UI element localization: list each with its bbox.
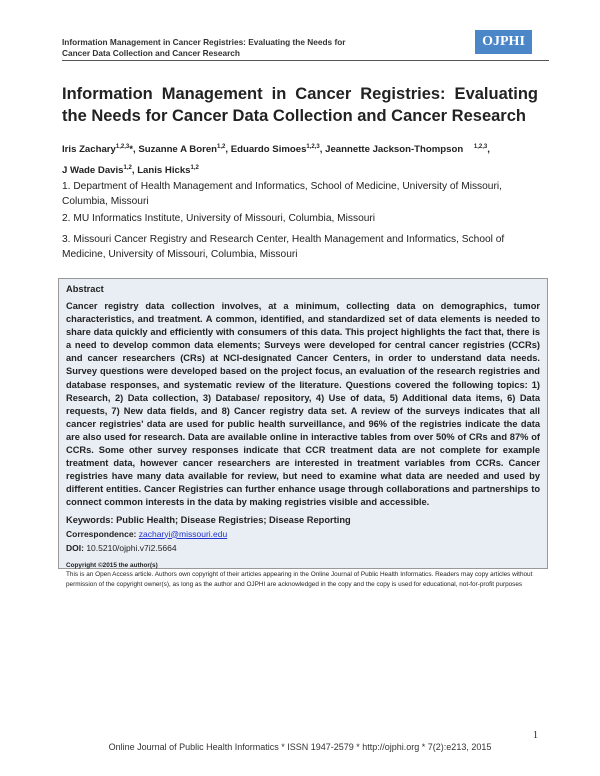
paper-title: Information Management in Cancer Registries: Evaluating the Needs for Cancer Data Collection and Cancer Research (62, 85, 538, 125)
doi: DOI: 10.5210/ojphi.v7i2.5664 (66, 542, 177, 553)
running-title-line-1: Information Management in Cancer Registries: Evaluating the Needs for (62, 37, 346, 47)
author: Lanis Hicks$^{1,2}$ (137, 165, 199, 177)
running-title-line-2: Cancer Data Collection and Cancer Research (62, 48, 240, 58)
abstract-box (58, 278, 548, 588)
author: Jeannette Jackson-Thompson $^{1,2,3}$ (325, 144, 488, 156)
keywords: Keywords: Public Health; Disease Registries; Disease Reporting (66, 514, 351, 525)
copyright-heading: Copyright ©2015 the author(s) (66, 561, 158, 569)
author: Iris Zachary$^{1,2,3}$* (62, 144, 133, 156)
copyright-text: This is an Open Access article. Authors own copyright of their articles appearing in the Online Journal of Public Health Informatics. Readers may copy articles without permission of the copyright owner(s), as long as the author and OJPHI are acknowledged in the copy and the copy is used for educational, not-for-profit purposes (66, 571, 533, 588)
correspondence-email-link[interactable]: zacharyi@missouri.edu (138, 528, 228, 539)
correspondence: Correspondence: zacharyi@missouri.edu (66, 528, 228, 539)
journal-logo: OJPHI (475, 30, 532, 54)
copyright-notice (66, 561, 540, 590)
affiliation-1: 1. Department of Health Management and Informatics, School of Medicine, University of Missouri, Columbia, Missouri (62, 181, 502, 207)
author: Eduardo Simoes$^{1,2,3}$ (230, 144, 320, 156)
author: J Wade Davis$^{1,2}$ (62, 165, 132, 177)
affiliation-3: 3. Missouri Cancer Registry and Research Center, Health Management and Informatics, School of Medicine, University of Missouri, Columbia, Missouri (62, 234, 505, 260)
author-list: Iris Zachary$^{1,2,3}$*, Suzanne A Boren$^{1,2}$, Eduardo Simoes$^{1,2,3}$, Jeannette Jackson-Thompson $^{1,2,3}$, J Wade Davis$^{1,2}$, Lanis Hicks$^{1,2}$ (62, 144, 490, 177)
page-number: 1 (533, 730, 538, 741)
header-divider (62, 60, 549, 61)
page-footer: Online Journal of Public Health Informatics * ISSN 1947-2579 * http://ojphi.org * 7(2):e213, 2015 (108, 742, 492, 752)
running-header (62, 37, 346, 59)
author: Suzanne A Boren$^{1,2}$ (138, 144, 226, 156)
affiliation-2: 2. MU Informatics Institute, University of Missouri, Columbia, Missouri (62, 213, 376, 224)
abstract-text: Cancer registry data collection involves, at a minimum, collecting data on demographics, tumor characteristics, and treatment. A common, identified, and standardized set of data elements is needed to share data quickly and efficiently with consumers of this data. This project highlights the fact that, there is a need to develop common data elements; Surveys were developed for central cancer registries (CCRs) and cancer researchers (CRs) at NCI-designated Cancer Centers, in order to understand data needs. Survey questions were developed based on the project focus, an evaluation of the research registries and database responses, and systematic review of the literature. Questions covered the following topics: 1) Research, 2) Data collection, 3) Database/ repository, 4) Use of data, 5) Additional data items, 6) Data requests, 7) New data fields, and 8) Cancer registry data set. A review of the surveys indicates that all cancer registries' data are used for public health surveillance, and 96% of the registries indicate the data are also used for research. Data are available online in interactive tables from over 50% of CRs and 87% of CCRs. Some other survey responses indicate that CCR treatment data are not complete for example treatment data, however cancer researchers are interested in treatment variables from CCRs. Cancer registries have many data available for review, but need to examine what data are needed and used by different entities. Cancer Registries can further enhance usage through collaborations and partnerships to connect common interests in the data by making registries visible and accessible. (66, 301, 540, 508)
abstract-heading: Abstract (66, 284, 104, 294)
